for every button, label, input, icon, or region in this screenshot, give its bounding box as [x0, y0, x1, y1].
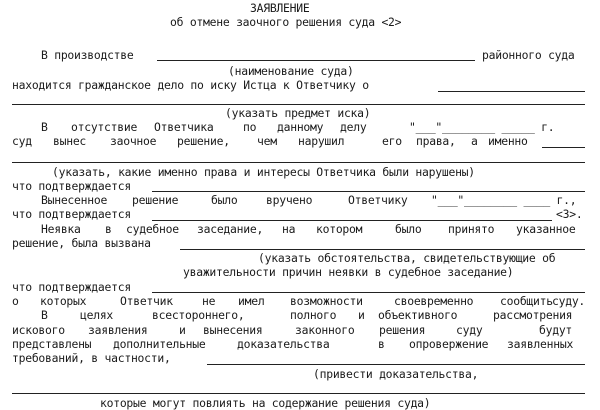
- document-subtitle: об отмене заочного решения суда <2>: [170, 15, 402, 29]
- hint-violated-rights: (указать, какие именно права и интересы Ответчика были нарушены): [52, 165, 475, 179]
- blank-evidence-2[interactable]: [12, 393, 585, 394]
- text-l11d: вручено: [266, 193, 313, 207]
- blank-claim-subject-2[interactable]: [12, 104, 585, 105]
- text-l11c: было: [211, 193, 238, 207]
- hint-evidence-2: которые могут повлиять на содержание решения суда): [100, 396, 431, 410]
- blank-violation-1[interactable]: [542, 147, 585, 148]
- text-l3: находится гражданское дело по иску Истца к Ответчику о: [12, 78, 369, 92]
- text-l6f: делу: [340, 120, 367, 134]
- date-absence[interactable]: "___"________ _____ г.: [409, 120, 555, 134]
- text-l20h: будут: [539, 323, 573, 337]
- text-l7e: чем: [257, 134, 277, 148]
- text-l6b: отсутствие: [71, 120, 138, 134]
- text-l21c: доказательства: [237, 337, 330, 351]
- blank-violation-2[interactable]: [12, 162, 585, 163]
- text-l18e: имел: [238, 294, 265, 308]
- text-l19f: объективного: [378, 308, 458, 322]
- text-l18g: своевременно: [394, 294, 474, 308]
- text-l6a: В: [41, 120, 48, 134]
- text-l20d: вынесения: [203, 323, 263, 337]
- blank-absence-reason[interactable]: [180, 249, 585, 250]
- text-l13a: Неявка: [41, 222, 81, 236]
- text-l6c: Ответчика: [154, 120, 214, 134]
- text-l19a: В: [41, 308, 48, 322]
- document-title: ЗАЯВЛЕНИЕ: [250, 1, 310, 15]
- text-l19b: целях: [80, 308, 114, 322]
- text-l7c: заочное: [110, 134, 157, 148]
- blank-violation-proof[interactable]: [152, 191, 585, 192]
- hint-absence-reason-1: (указать обстоятельства, свидетельствующие об: [258, 251, 556, 265]
- text-l20g: суду: [456, 323, 483, 337]
- text-l19g: рассмотрения: [493, 308, 573, 322]
- text-l10: что подтверждается: [12, 179, 131, 193]
- blank-court-name[interactable]: [157, 60, 475, 61]
- text-l1a: В производстве: [41, 48, 134, 62]
- hint-evidence-1: (привести доказательства,: [313, 367, 479, 381]
- hint-claim-subject: (указать предмет иска): [225, 106, 371, 120]
- text-l18a: о: [12, 294, 19, 308]
- blank-evidence[interactable]: [207, 364, 585, 365]
- text-l21b: дополнительные: [113, 337, 206, 351]
- text-l6e: данному: [277, 120, 324, 134]
- text-l18c: Ответчик: [120, 294, 173, 308]
- text-l7f: нарушил: [298, 134, 345, 148]
- hint-court-name: (наименование суда): [228, 64, 354, 78]
- text-l17: что подтверждается: [12, 280, 131, 294]
- text-l7b: вынес: [53, 134, 87, 148]
- text-l13f: котором: [316, 222, 363, 236]
- text-l14: решение, была вызвана: [12, 236, 151, 250]
- text-l13c: судебное: [126, 222, 179, 236]
- text-l13b: в: [105, 222, 112, 236]
- text-l13g: было: [395, 222, 422, 236]
- text-l19e: и: [358, 308, 365, 322]
- text-l20b: заявления: [88, 323, 148, 337]
- hint-absence-reason-2: уважительности причин неявки в судебное заседание): [183, 265, 514, 279]
- text-l18b: которых: [40, 294, 87, 308]
- text-l20a: искового: [12, 323, 65, 337]
- text-l7h: права,: [416, 134, 456, 148]
- text-l11e: Ответчику: [348, 193, 408, 207]
- text-l20f: решения: [379, 323, 426, 337]
- text-l18i: суду.: [552, 294, 586, 308]
- text-l7g: его: [382, 134, 402, 148]
- text-l7a: суд: [12, 134, 32, 148]
- text-l13d: заседание,: [197, 222, 264, 236]
- text-l11b: решение: [132, 193, 179, 207]
- footnote-ref-3[interactable]: <3>.: [556, 207, 583, 221]
- text-l21f: заявленных: [507, 337, 574, 351]
- text-l22: требований, в частности,: [12, 351, 171, 365]
- date-delivery[interactable]: "___"________ ____ г.,: [431, 193, 577, 207]
- text-l21e: опровержение: [409, 337, 489, 351]
- text-l6d: по: [243, 120, 257, 134]
- text-l18f: возможности: [290, 294, 363, 308]
- text-l19d: полного: [290, 308, 337, 322]
- blank-absence-proof[interactable]: [152, 292, 585, 293]
- text-l1b: районного суда: [482, 48, 575, 62]
- text-l7i: а: [471, 134, 478, 148]
- text-l12a: что подтверждается: [12, 207, 131, 221]
- text-l13i: указанное: [516, 222, 576, 236]
- text-l20c: и: [179, 323, 186, 337]
- text-l18h: сообщить: [500, 294, 553, 308]
- text-l7d: решение,: [177, 134, 230, 148]
- text-l18d: не: [202, 294, 216, 308]
- text-l20e: законного: [295, 323, 355, 337]
- blank-delivery-proof[interactable]: [152, 220, 552, 221]
- text-l21a: представлены: [12, 337, 92, 351]
- text-l7j: именно: [488, 134, 528, 148]
- text-l11a: Вынесенное: [41, 193, 108, 207]
- text-l13e: на: [282, 222, 296, 236]
- blank-claim-subject-1[interactable]: [438, 91, 585, 92]
- text-l19c: всестороннего,: [152, 308, 245, 322]
- text-l21d: в: [378, 337, 385, 351]
- text-l13h: принято: [448, 222, 495, 236]
